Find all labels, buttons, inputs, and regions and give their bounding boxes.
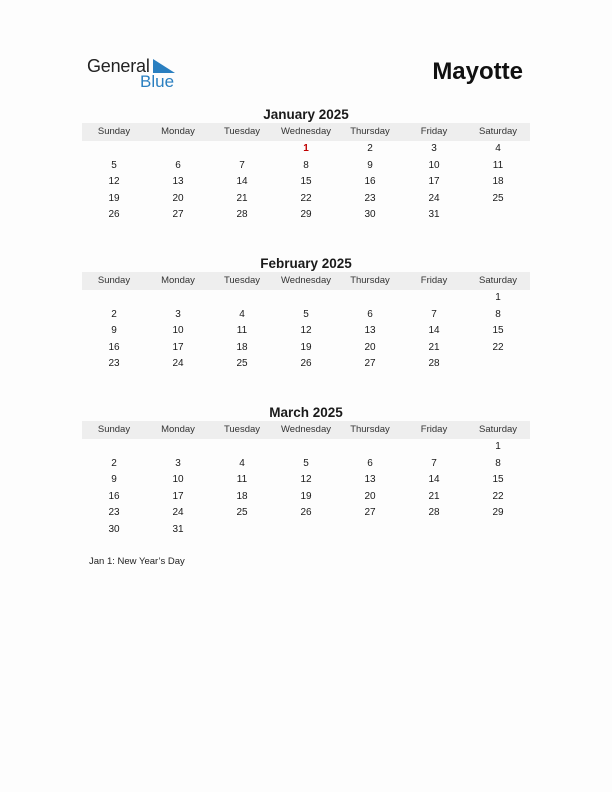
weekday-label: Monday	[161, 424, 195, 435]
day-cell	[402, 290, 466, 307]
day-cell	[466, 207, 530, 224]
week-row	[82, 456, 530, 473]
day-cell: 2	[111, 457, 117, 469]
day-cell	[82, 439, 146, 456]
weekday-label: Friday	[420, 126, 448, 137]
weekday-header	[82, 123, 530, 141]
week-row	[82, 207, 530, 224]
weekday-header	[82, 272, 530, 290]
day-cell: 19	[300, 341, 312, 353]
week-row	[82, 505, 530, 522]
day-cell: 5	[111, 159, 117, 171]
day-cell: 16	[108, 490, 120, 502]
day-cell: 31	[428, 209, 440, 221]
day-cell: 18	[236, 490, 248, 502]
day-cell: 25	[492, 192, 504, 204]
day-cell: 12	[108, 176, 120, 188]
day-cell: 31	[172, 523, 184, 535]
week-row	[82, 340, 530, 357]
day-cell: 26	[108, 209, 120, 221]
day-cell	[402, 522, 466, 539]
day-cell: 2	[367, 143, 373, 154]
day-cell: 20	[364, 490, 376, 502]
weekday-label: Saturday	[478, 424, 518, 435]
weekday-label: Wednesday	[281, 126, 331, 137]
day-cell: 27	[364, 507, 376, 519]
week-row	[82, 174, 530, 191]
day-cell: 5	[303, 308, 309, 320]
day-cell: 19	[108, 192, 120, 204]
day-cell: 11	[492, 159, 504, 171]
day-cell: 16	[364, 176, 376, 188]
week-row	[82, 472, 530, 489]
day-cell	[338, 290, 402, 307]
day-cell: 15	[492, 325, 504, 337]
day-cell: 6	[367, 308, 373, 320]
day-cell: 20	[172, 192, 184, 204]
day-cell: 7	[239, 159, 245, 171]
day-cell: 4	[239, 457, 245, 469]
day-cell	[210, 290, 274, 307]
month-calendar	[82, 405, 530, 539]
weekday-header	[82, 421, 530, 439]
day-cell: 8	[495, 457, 501, 469]
day-cell	[466, 522, 530, 539]
day-cell	[146, 141, 210, 158]
day-cell: 12	[300, 325, 312, 337]
day-cell: 7	[431, 457, 437, 469]
week-row	[82, 141, 530, 158]
day-cell: 9	[111, 474, 117, 486]
day-cell: 21	[236, 192, 248, 204]
weekday-label: Thursday	[350, 275, 390, 286]
day-cell: 10	[428, 159, 440, 171]
weekday-label: Saturday	[478, 275, 518, 286]
weekday-label: Sunday	[97, 424, 131, 435]
day-cell: 15	[300, 176, 312, 188]
day-cell	[274, 439, 338, 456]
day-cell: 3	[431, 143, 437, 154]
day-cell: 4	[239, 308, 245, 320]
weekday-label: Wednesday	[281, 275, 331, 286]
day-cell: 28	[428, 358, 440, 370]
month-title: January 2025	[263, 107, 349, 122]
day-cell: 5	[303, 457, 309, 469]
generalblue-logo	[87, 56, 187, 92]
day-cell: 22	[492, 341, 504, 353]
day-cell: 24	[172, 507, 184, 519]
day-cell: 29	[492, 507, 504, 519]
day-cell: 22	[492, 490, 504, 502]
weekday-label: Tuesday	[223, 126, 261, 137]
day-cell	[82, 290, 146, 307]
day-cell: 23	[108, 507, 120, 519]
day-cell: 24	[428, 192, 440, 204]
day-cell: 25	[236, 358, 248, 370]
week-row	[82, 307, 530, 324]
week-row	[82, 522, 530, 539]
day-cell: 11	[236, 474, 248, 486]
day-cell: 13	[364, 474, 376, 486]
day-cell: 3	[175, 457, 181, 469]
day-cell: 30	[108, 523, 120, 535]
day-cell: 24	[172, 358, 184, 370]
day-cell: 14	[236, 176, 248, 188]
day-cell: 17	[172, 490, 184, 502]
day-cell: 4	[495, 143, 501, 154]
day-cell: 26	[300, 507, 312, 519]
day-cell: 30	[364, 209, 376, 221]
week-row	[82, 290, 530, 307]
day-cell: 26	[300, 358, 312, 370]
day-cell: 18	[492, 176, 504, 188]
day-cell: 10	[172, 325, 184, 337]
weekday-label: Saturday	[478, 126, 518, 137]
day-cell	[466, 356, 530, 373]
week-row	[82, 489, 530, 506]
day-cell: 12	[300, 474, 312, 486]
day-cell	[82, 141, 146, 158]
day-cell	[338, 522, 402, 539]
day-cell: 27	[172, 209, 184, 221]
day-cell	[402, 439, 466, 456]
month-calendar	[82, 256, 530, 373]
day-cell: 28	[428, 507, 440, 519]
day-cell	[210, 141, 274, 158]
day-cell	[274, 522, 338, 539]
day-cell: 9	[367, 159, 373, 171]
day-cell: 1	[303, 143, 309, 154]
day-cell: 14	[428, 474, 440, 486]
week-row	[82, 356, 530, 373]
day-cell: 1	[495, 292, 501, 303]
day-cell: 3	[175, 308, 181, 320]
day-cell: 18	[236, 341, 248, 353]
weekday-label: Friday	[420, 424, 448, 435]
day-cell: 6	[367, 457, 373, 469]
day-cell: 10	[172, 474, 184, 486]
day-cell: 17	[428, 176, 440, 188]
day-cell: 21	[428, 341, 440, 353]
day-cell: 13	[364, 325, 376, 337]
logo-blue-text: Blue	[140, 72, 175, 91]
weekday-label: Sunday	[97, 275, 131, 286]
day-cell: 20	[364, 341, 376, 353]
month-title: February 2025	[260, 256, 352, 271]
week-row	[82, 439, 530, 456]
day-cell: 28	[236, 209, 248, 221]
country-title: Mayotte	[432, 58, 523, 85]
weekday-label: Thursday	[350, 126, 390, 137]
day-cell	[146, 290, 210, 307]
day-cell: 13	[172, 176, 184, 188]
day-cell: 1	[495, 441, 501, 452]
day-cell	[338, 439, 402, 456]
day-cell: 21	[428, 490, 440, 502]
weekday-label: Monday	[161, 126, 195, 137]
day-cell: 14	[428, 325, 440, 337]
day-cell	[210, 522, 274, 539]
day-cell	[274, 290, 338, 307]
logo-general-text: General	[87, 56, 150, 76]
logo-triangle-icon	[153, 59, 175, 73]
day-cell	[146, 439, 210, 456]
day-cell: 15	[492, 474, 504, 486]
day-cell: 8	[303, 159, 309, 171]
month-calendar	[82, 107, 530, 224]
day-cell: 27	[364, 358, 376, 370]
week-row	[82, 323, 530, 340]
weekday-label: Thursday	[350, 424, 390, 435]
day-cell: 16	[108, 341, 120, 353]
day-cell: 23	[364, 192, 376, 204]
day-cell: 9	[111, 325, 117, 337]
weekday-label: Tuesday	[223, 275, 261, 286]
day-cell: 17	[172, 341, 184, 353]
day-cell: 11	[236, 325, 248, 337]
day-cell: 7	[431, 308, 437, 320]
day-cell: 23	[108, 358, 120, 370]
day-cell: 29	[300, 209, 312, 221]
weekday-label: Friday	[420, 275, 448, 286]
day-cell: 6	[175, 159, 181, 171]
weekday-label: Sunday	[97, 126, 131, 137]
weekday-label: Monday	[161, 275, 195, 286]
week-row	[82, 158, 530, 175]
weekday-label: Tuesday	[223, 424, 261, 435]
month-title: March 2025	[269, 405, 343, 420]
weekday-label: Wednesday	[281, 424, 331, 435]
week-row	[82, 191, 530, 208]
day-cell: 2	[111, 308, 117, 320]
day-cell: 25	[236, 507, 248, 519]
day-cell	[210, 439, 274, 456]
day-cell: 8	[495, 308, 501, 320]
day-cell: 22	[300, 192, 312, 204]
day-cell: 19	[300, 490, 312, 502]
holiday-notes: Jan 1: New Year’s Day	[89, 556, 185, 567]
